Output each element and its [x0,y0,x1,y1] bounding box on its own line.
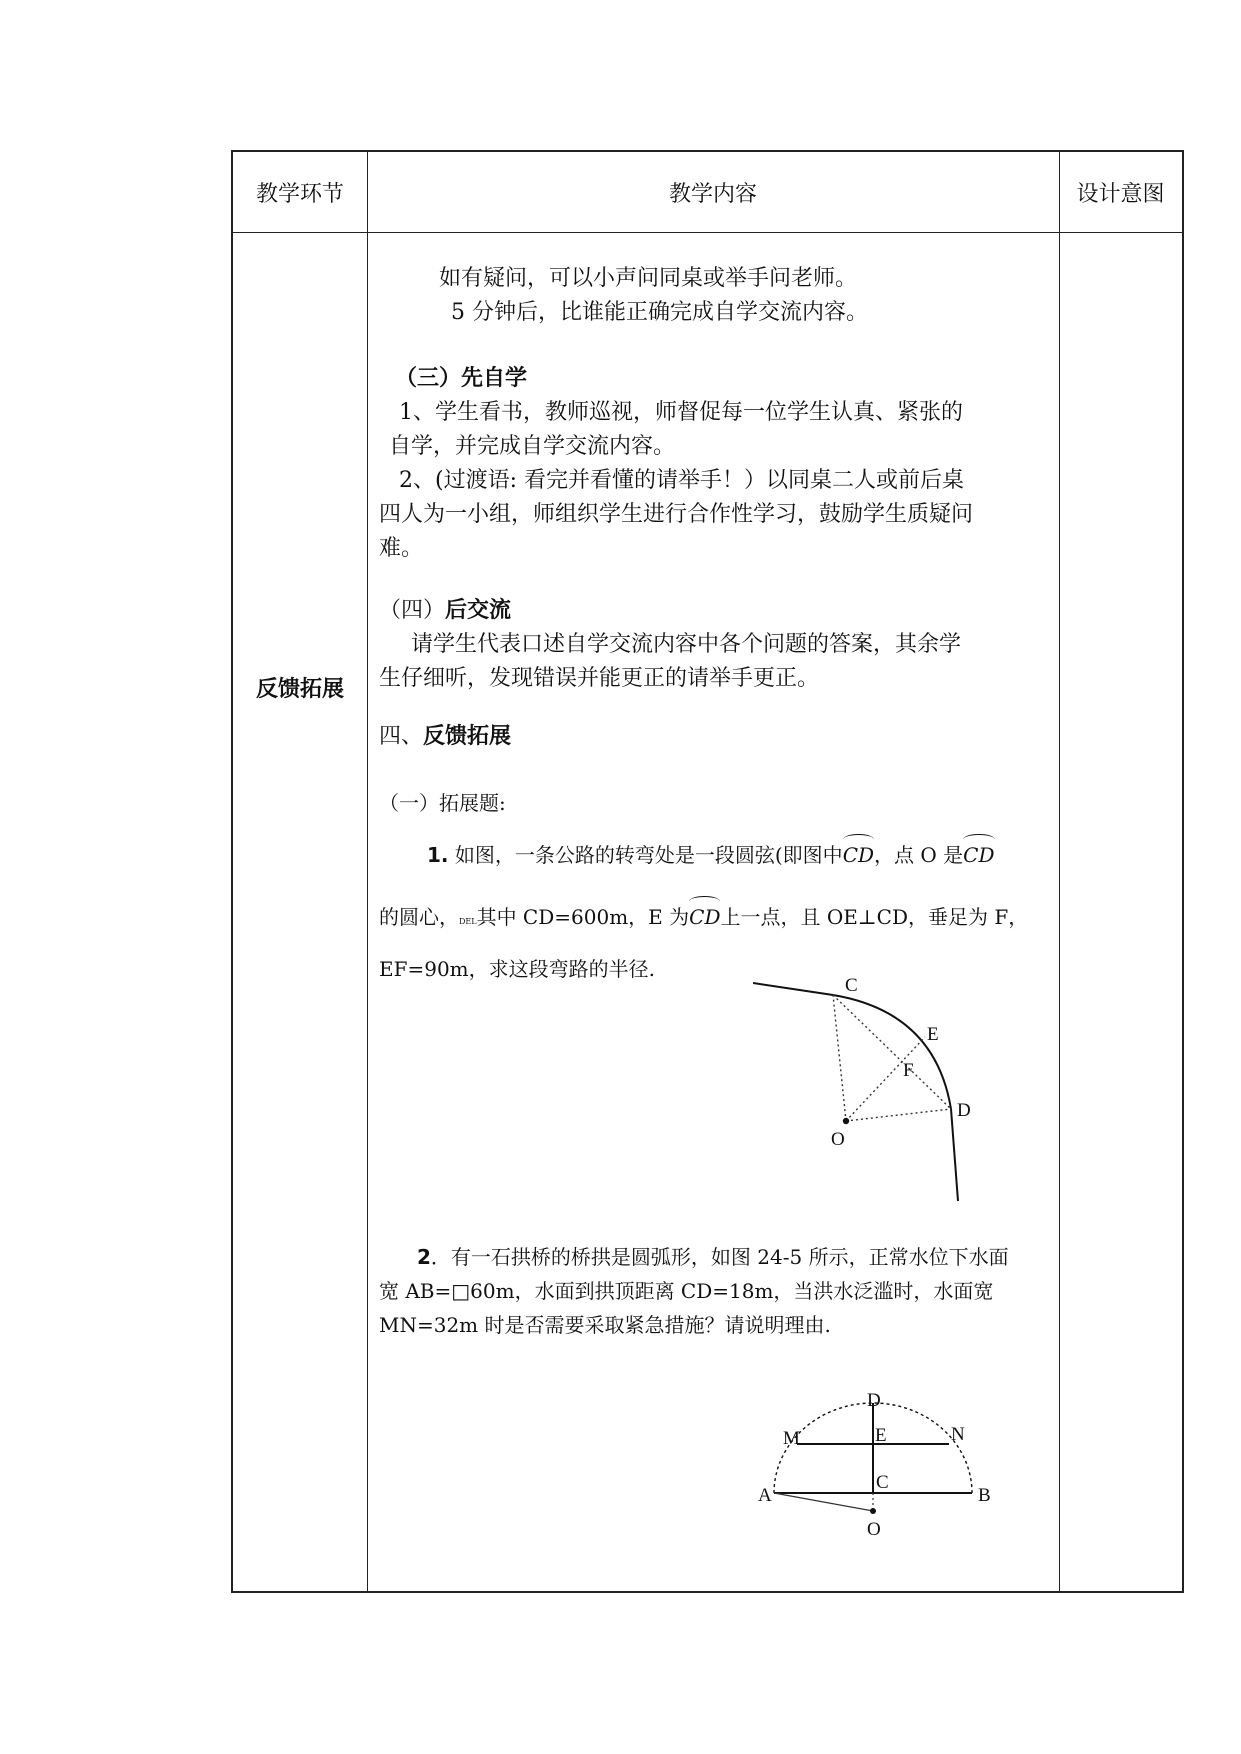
label-a: A [758,1485,772,1506]
text-line: 自学，并完成自学交流内容。 [389,434,676,459]
label-c: C [876,1472,889,1493]
text-line: 如有疑问，可以小声问同桌或举手问老师。 [439,266,858,291]
header-stage: 教学环节 [255,181,344,207]
text-line: 四人为一小组，师组织学生进行合作性学习，鼓励学生质疑问 [379,502,974,527]
question-text: 的圆心， [379,905,459,929]
label-o: O [867,1519,881,1540]
text-line: 宽 AB=□60m，水面到拱顶距离 CD=18m，当洪水泛滥时，水面宽 [379,1279,994,1303]
question-2-line [417,1240,1009,1274]
label-e: E [927,1024,939,1045]
text-line: 难。 [379,536,424,561]
column-divider [1059,152,1060,1591]
header-content: 教学内容 [668,181,757,207]
label-o: O [831,1129,845,1150]
column-divider [367,152,368,1591]
section-prefix: （四） [379,598,446,623]
text-line: 1、学生看书，教师巡视，师督促每一位学生认真、紧张的 [399,400,963,425]
label-c: C [845,975,858,996]
label-b: B [978,1485,991,1506]
part-prefix: 四、 [379,724,424,749]
label-d: D [867,1392,881,1411]
section-title: （三）先自学 [395,366,528,391]
extension-title: （一）拓展题: [379,791,506,815]
text-line: 2、(过渡语: 看完并看懂的请举手！）以同桌二人或前后桌 [399,468,964,493]
question-text: ，点 O 是 [874,843,964,867]
small-mark: DEL [459,917,477,926]
arc-cd: CD [963,838,994,872]
label-e: E [875,1425,887,1446]
label-n: N [951,1424,965,1445]
lesson-table [231,150,1184,1593]
question-text: 如图，一条公路的转弯处是一段圆弦(即图中 [454,843,843,867]
text-line: EF=90m，求这段弯路的半径. [379,957,656,981]
header-design: 设计意图 [1076,181,1165,207]
stone-arch-bridge-figure [753,1392,1013,1572]
question-text: ．有一石拱桥的桥拱是圆弧形，如图 24-5 所示，正常水位下水面 [430,1245,1009,1269]
label-m: M [783,1428,800,1449]
part-title-text: 反馈拓展 [423,724,512,749]
question-number: 1. [427,843,449,867]
label-d: D [957,1100,971,1121]
text-line: MN=32m 时是否需要采取紧急措施？请说明理由. [379,1313,831,1337]
curve-road-figure [753,972,1003,1212]
arc-cd: CD [689,900,720,934]
question-text: 其中 CD=600m，E 为 [476,905,690,929]
question-1-line [427,838,995,872]
question-text: 上一点，且 OE⊥CD，垂足为 F， [720,905,1029,929]
arc-cd: CD [843,838,874,872]
text-line: 5 分钟后，比谁能正确完成自学交流内容。 [451,300,868,325]
question-1-line [379,900,1028,939]
text-line: 生仔细听，发现错误并能更正的请举手更正。 [379,666,820,691]
label-f: F [903,1060,914,1081]
section-title-text: 后交流 [445,598,512,623]
header-divider [233,232,1182,233]
question-number: 2 [417,1245,431,1269]
part-title [379,720,511,754]
section-title [379,594,511,628]
text-line: 请学生代表口述自学交流内容中各个问题的答案，其余学 [411,632,962,657]
stage-label: 反馈拓展 [255,677,344,702]
